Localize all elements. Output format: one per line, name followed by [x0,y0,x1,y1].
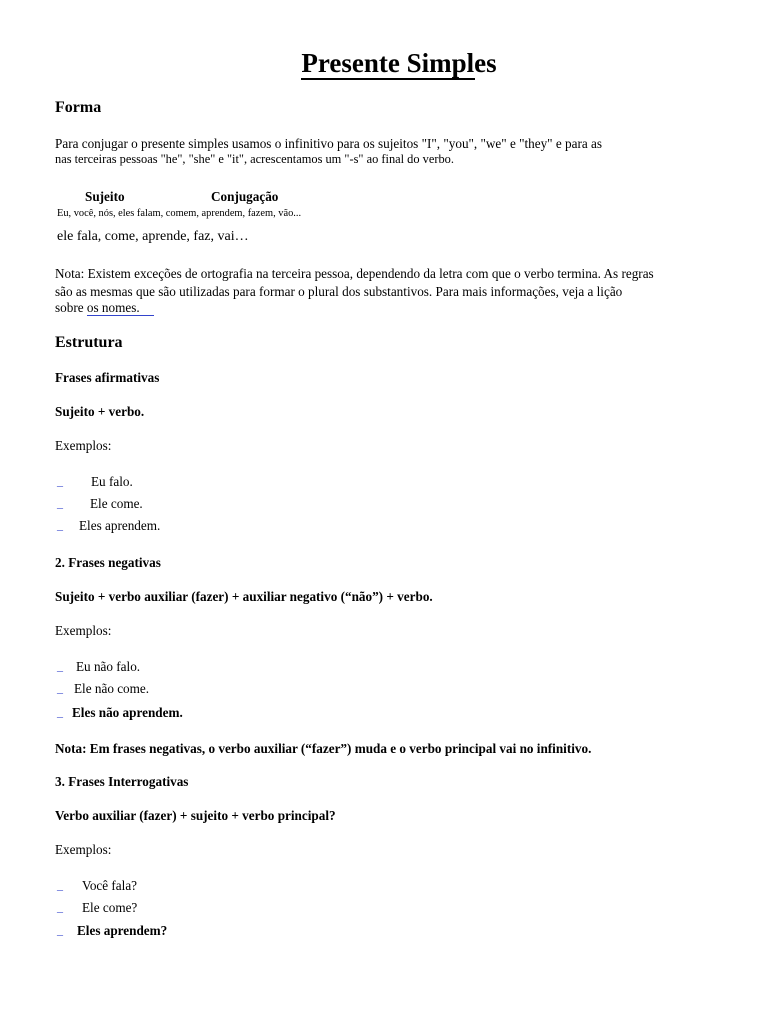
subheading-negativas: 2. Frases negativas [55,555,161,570]
formula-afirmativas: Sujeito + verbo. [55,404,145,419]
bullet-marker: _ [57,900,63,914]
paragraph-line: nas terceiras pessoas "he", "she" e "it", acrescentamos um "-s" ao final do verbo. [55,152,454,166]
example-item: Eles aprendem? [77,923,168,938]
subheading-interrogativas: 3. Frases Interrogativas [55,774,189,789]
subheading-afirmativas: Frases afirmativas [55,370,160,385]
example-item: Ele não come. [74,681,150,696]
column-header-sujeito: Sujeito [85,189,125,204]
column-header-conjugacao: Conjugação [211,189,279,204]
section-heading-forma: Forma [55,99,102,116]
bullet-marker: _ [57,474,63,488]
example-item: Você fala? [82,878,138,893]
formula-interrogativas: Verbo auxiliar (fazer) + sujeito + verbo principal? [55,808,336,823]
paragraph-line: Para conjugar o presente simples usamos o infinitivo para os sujeitos "I", "you", "we" e "they" e para as [55,136,602,151]
note-negativas: Nota: Em frases negativas, o verbo auxiliar (“fazer”) muda e o verbo principal vai no infinitivo. [55,741,592,756]
conjugation-row: ele fala, come, aprende, faz, vai… [57,229,249,244]
conjugation-row: Eu, você, nós, eles falam, comem, aprendem, fazem, vão... [57,208,302,219]
example-item: Eles aprendem. [79,518,161,533]
section-heading-estrutura: Estrutura [55,334,123,351]
bullet-marker: _ [57,496,63,510]
note-line: Nota: Existem exceções de ortografia na terceira pessoa, dependendo da letra com que o verbo termina. As regras [55,266,654,281]
examples-label: Exemplos: [55,623,112,638]
example-item: Ele come. [90,496,143,511]
examples-label: Exemplos: [55,842,112,857]
bullet-marker: _ [57,518,63,532]
bullet-marker: _ [57,681,63,695]
examples-label: Exemplos: [55,438,112,453]
example-item: Eu não falo. [76,659,141,674]
page-title: Presente Simples [301,48,497,78]
nomes-link[interactable]: os nomes. [87,300,154,316]
formula-negativas: Sujeito + verbo auxiliar (fazer) + auxiliar negativo (“não”) + verbo. [55,589,433,604]
example-item: Eu falo. [91,474,133,489]
example-item: Eles não aprendem. [72,705,183,720]
example-item: Ele come? [82,900,138,915]
bullet-marker: _ [57,878,63,892]
note-line: sobre os nomes. [55,299,154,316]
bullet-marker: _ [57,705,63,719]
bullet-marker: _ [57,923,63,937]
note-line: são as mesmas que são utilizadas para formar o plural dos substantivos. Para mais informações, veja a lição [55,284,623,299]
bullet-marker: _ [57,659,63,673]
